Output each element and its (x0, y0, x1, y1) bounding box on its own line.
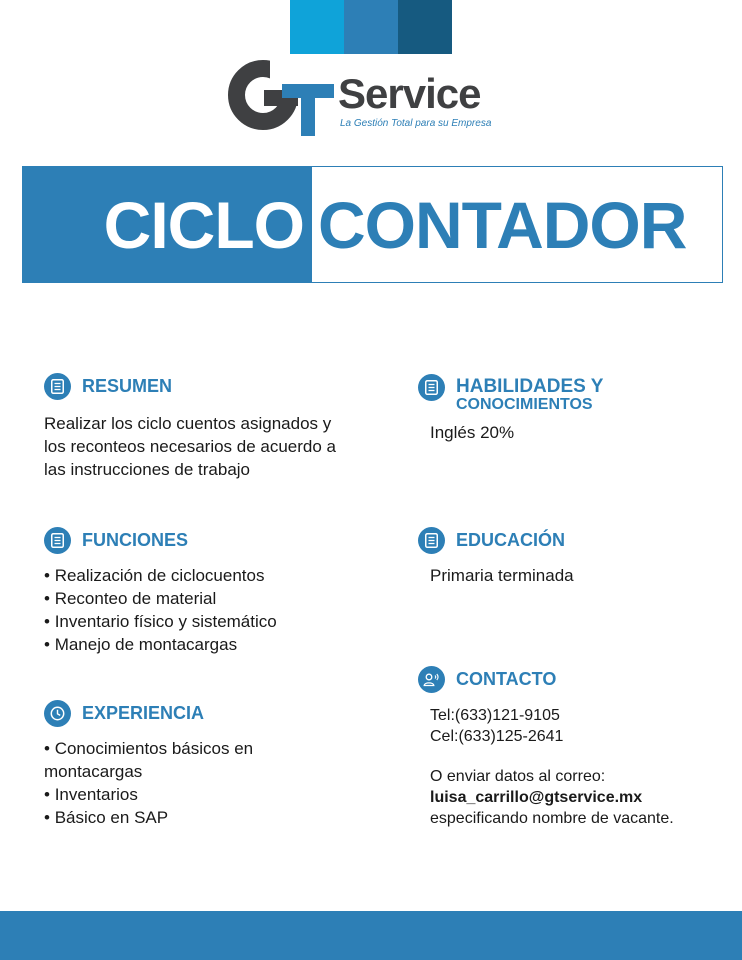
list-item: • Conocimientos básicos en (44, 739, 254, 758)
document-icon (418, 374, 445, 401)
gt-service-logo (226, 60, 526, 144)
document-icon (44, 373, 71, 400)
section-habilidades (418, 374, 718, 444)
funciones-title: FUNCIONES (82, 530, 189, 550)
title-part2: CONTADOR (318, 187, 687, 262)
educacion-title: EDUCACIÓN (456, 530, 566, 550)
list-item: • Inventarios (44, 785, 138, 804)
color-block-dark (398, 0, 452, 54)
section-resumen (44, 373, 384, 481)
resumen-line: las instrucciones de trabajo (44, 460, 251, 479)
educacion-text: Primaria terminada (430, 566, 574, 585)
phone-tel: Tel:(633)121-9105 (430, 707, 560, 724)
banner-left-block (23, 167, 312, 282)
logo-tagline: La Gestión Total para su Empresa (340, 118, 492, 129)
experiencia-item1-line1: Conocimientos básicos en (54, 739, 254, 758)
habilidades-title-line1: HABILIDADES Y (456, 376, 604, 397)
habilidades-text: Inglés 20% (430, 423, 515, 442)
top-color-bar (290, 0, 452, 54)
funciones-list (44, 564, 384, 656)
resumen-line: los reconteos necesarios de acuerdo a (44, 437, 337, 456)
section-experiencia (44, 700, 384, 829)
contacto-outro: especificando nombre de vacante. (430, 810, 674, 827)
list-item: • Inventario físico y sistemático (44, 610, 384, 633)
banner-right-block (312, 167, 722, 282)
experiencia-list (44, 737, 384, 829)
color-block-light (290, 0, 344, 54)
section-educacion (418, 527, 718, 587)
document-icon (44, 527, 71, 554)
habilidades-title-line2: CONOCIMIENTOS (456, 396, 593, 413)
phone-cel: Cel:(633)125-2641 (430, 728, 564, 745)
resumen-line: Realizar los ciclo cuentos asignados y (44, 414, 332, 433)
list-item-continuation: montacargas (44, 762, 143, 781)
contacto-intro: O enviar datos al correo: (430, 768, 606, 785)
contacto-title: CONTACTO (456, 669, 557, 689)
experiencia-title: EXPERIENCIA (82, 703, 205, 723)
clock-icon (44, 700, 71, 727)
list-item: • Realización de ciclocuentos (44, 564, 384, 587)
section-contacto (418, 666, 718, 829)
experiencia-item: Básico en SAP (54, 808, 169, 827)
section-funciones (44, 527, 384, 656)
title-part1: CICLO (103, 187, 304, 262)
list-item: • Reconteo de material (44, 587, 384, 610)
list-item: • Manejo de montacargas (44, 633, 384, 656)
job-title-banner (22, 166, 723, 283)
list-item: • Básico en SAP (44, 808, 169, 827)
footer-bar (0, 911, 742, 960)
experiencia-item: Inventarios (54, 785, 138, 804)
color-block-mid (344, 0, 398, 54)
resumen-title: RESUMEN (82, 376, 173, 396)
logo-wordmark: Service (338, 70, 481, 117)
resumen-text (44, 412, 384, 481)
contact-icon (418, 666, 445, 693)
contact-email: luisa_carrillo@gtservice.mx (430, 789, 643, 806)
logo-t-stem (301, 84, 315, 136)
document-icon (418, 527, 445, 554)
contacto-details (430, 705, 718, 829)
